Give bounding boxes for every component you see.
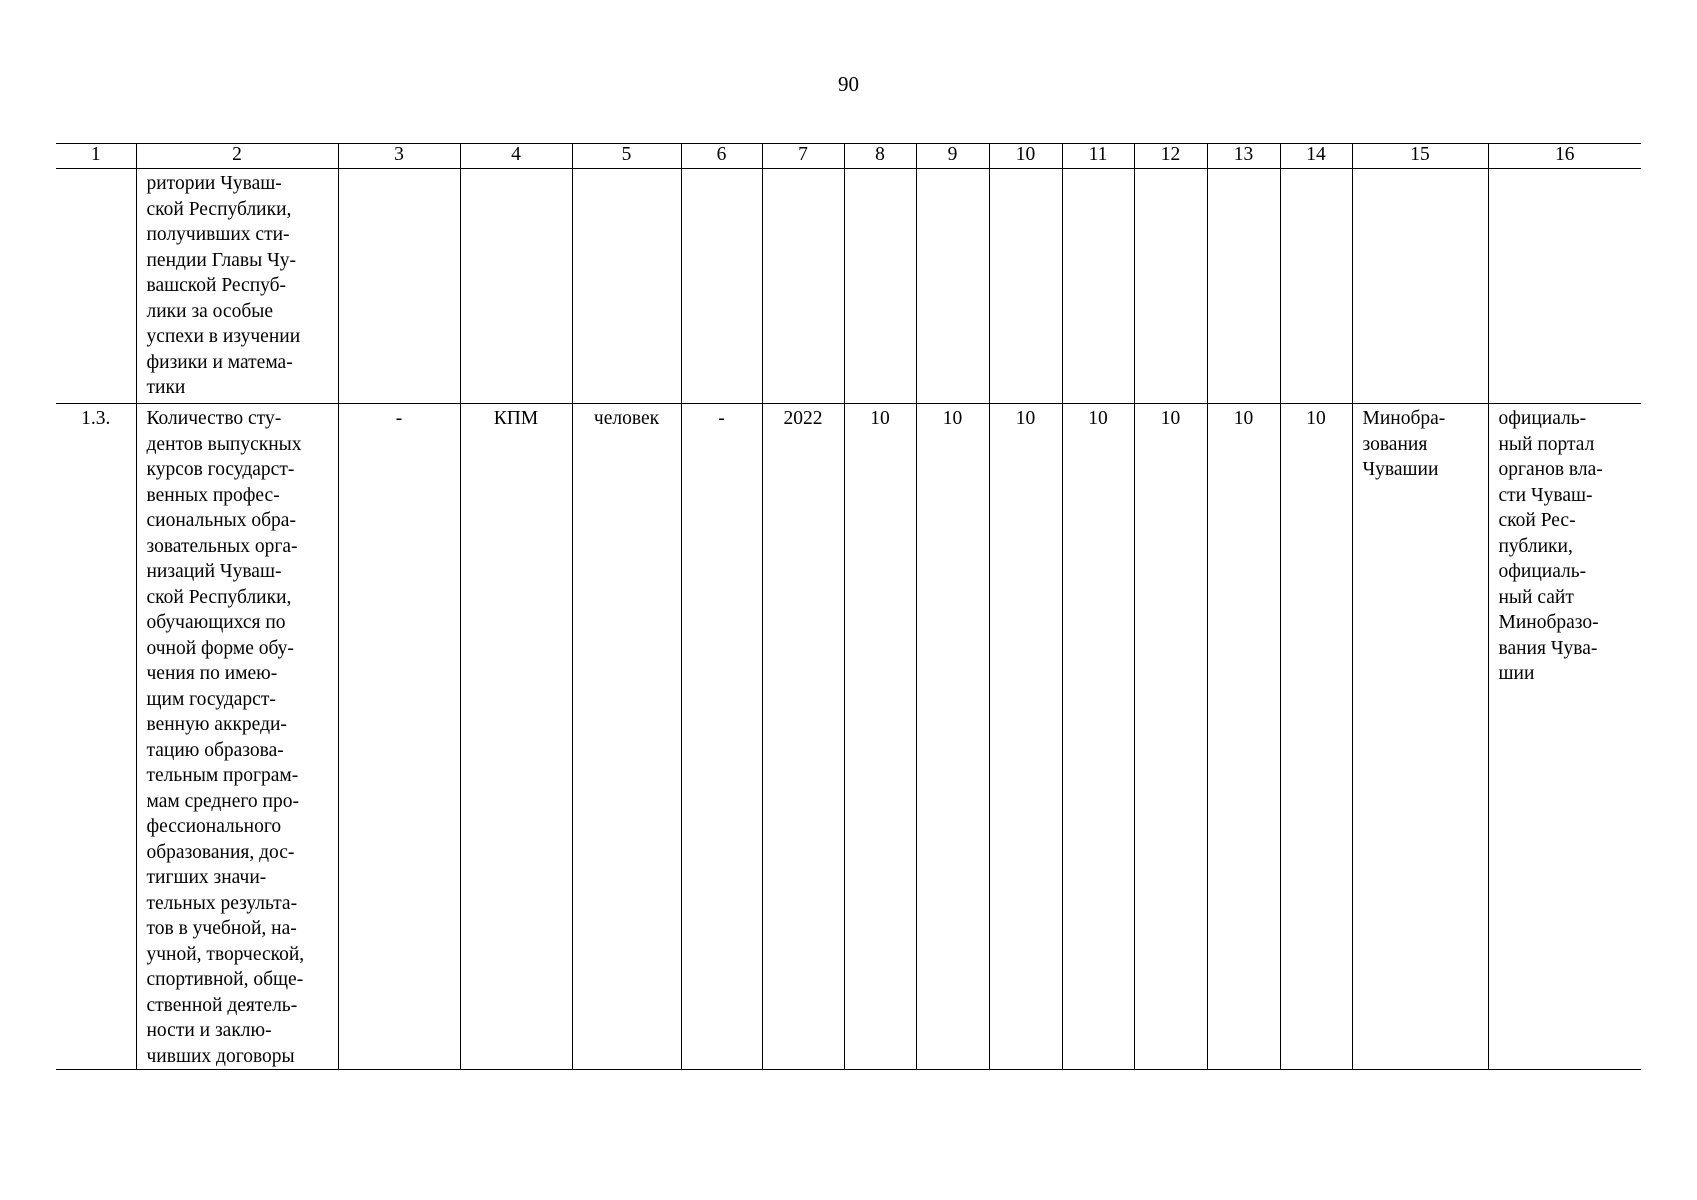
- column-number: 13: [1207, 144, 1280, 169]
- indicator-name: Количество сту- дентов выпускных курсов государст- венных профес- сиональных обра- зовательных орга- низаций Чуваш- ской Республики, обучающихся по очной форме обу- чения по имею- щим государст- венную аккреди- тацию образова- тельным програм- мам среднего про- фессионального образования, дос- тигших значи- тельных результа- тов в учебной, на- учной, творческой, спортивной, обще- ственной деятель- ности и заклю- чивших договоры: [136, 404, 338, 1070]
- column-number: 10: [989, 144, 1062, 169]
- cell-value: 10: [916, 404, 989, 1070]
- cell-empty: [572, 169, 681, 404]
- cell-empty: [1207, 169, 1280, 404]
- cell-empty: [916, 169, 989, 404]
- column-number: 16: [1488, 144, 1641, 169]
- cell-value: 10: [989, 404, 1062, 1070]
- page-number: 90: [838, 72, 859, 96]
- column-number: 1: [56, 144, 136, 169]
- indicators-table: [56, 143, 1641, 1070]
- column-number: 2: [136, 144, 338, 169]
- column-number: 14: [1280, 144, 1352, 169]
- column-number: 11: [1062, 144, 1134, 169]
- cell-value: 10: [1280, 404, 1352, 1070]
- cell-col4: КПМ: [460, 404, 572, 1070]
- column-number: 15: [1352, 144, 1488, 169]
- cell-year: 2022: [762, 404, 844, 1070]
- column-number: 8: [844, 144, 916, 169]
- table-row: [56, 404, 1641, 1070]
- cell-empty: [56, 169, 136, 404]
- column-number: 9: [916, 144, 989, 169]
- cell-empty: [460, 169, 572, 404]
- cell-col3: -: [338, 404, 460, 1070]
- column-number: 3: [338, 144, 460, 169]
- cell-unit: человек: [572, 404, 681, 1070]
- column-number: 4: [460, 144, 572, 169]
- cell-value: 10: [844, 404, 916, 1070]
- continuation-text: ритории Чуваш- ской Республики, получивших сти- пендии Главы Чу- вашской Респуб- лики за особые успехи в изучении физики и матема- тики: [136, 169, 338, 404]
- cell-empty: [1488, 169, 1641, 404]
- cell-responsible: Минобра- зования Чувашии: [1352, 404, 1488, 1070]
- column-number: 6: [681, 144, 762, 169]
- cell-value: 10: [1062, 404, 1134, 1070]
- cell-empty: [762, 169, 844, 404]
- cell-source: официаль- ный портал органов вла- сти Чуваш- ской Рес- публики, официаль- ный сайт Минобразо- вания Чува- шии: [1488, 404, 1641, 1070]
- cell-empty: [338, 169, 460, 404]
- cell-empty: [1062, 169, 1134, 404]
- row-number: 1.3.: [56, 404, 136, 1070]
- cell-value: 10: [1207, 404, 1280, 1070]
- cell-empty: [681, 169, 762, 404]
- cell-col6: -: [681, 404, 762, 1070]
- cell-empty: [1280, 169, 1352, 404]
- cell-value: 10: [1134, 404, 1207, 1070]
- column-number: 7: [762, 144, 844, 169]
- column-number: 5: [572, 144, 681, 169]
- column-number-row: [56, 144, 1641, 169]
- cell-empty: [989, 169, 1062, 404]
- cell-empty: [1352, 169, 1488, 404]
- cell-empty: [1134, 169, 1207, 404]
- column-number: 12: [1134, 144, 1207, 169]
- continuation-row: [56, 169, 1641, 404]
- cell-empty: [844, 169, 916, 404]
